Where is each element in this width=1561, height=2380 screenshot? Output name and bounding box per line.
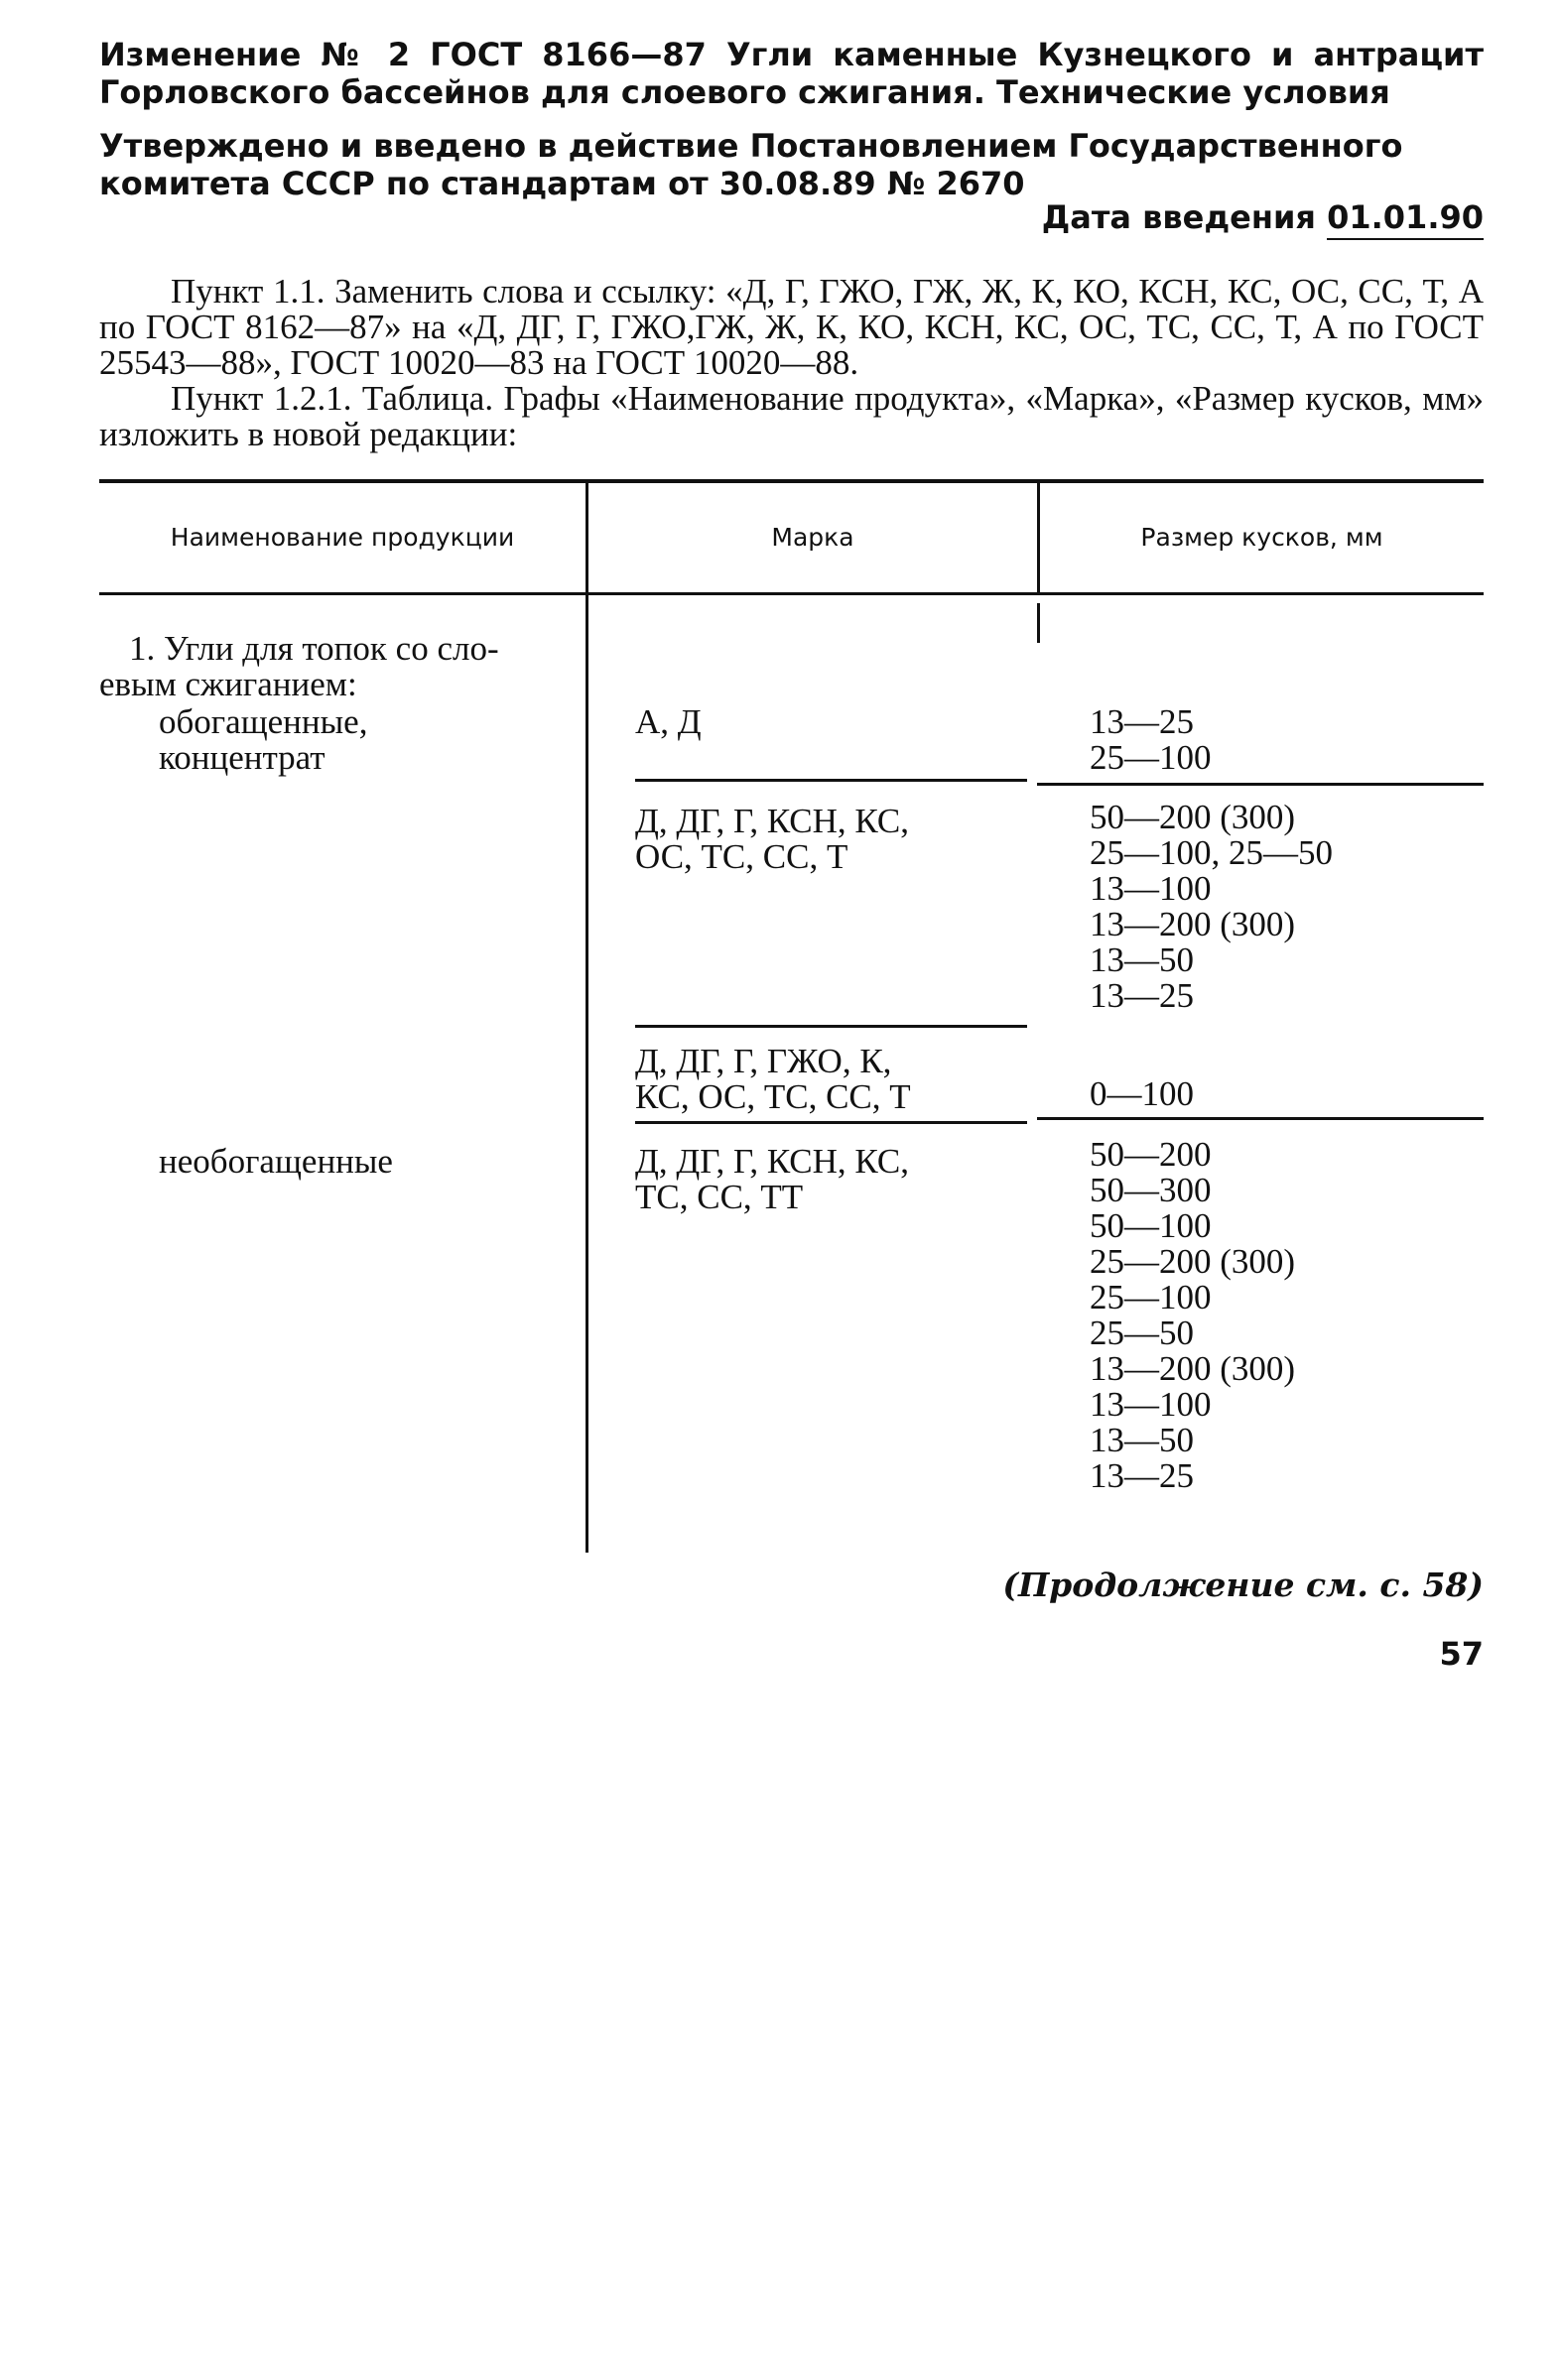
row-rule-2: [635, 1025, 1027, 1028]
size-value: 25—200 (300): [1090, 1242, 1296, 1281]
row-rule-1b: [1037, 783, 1484, 786]
size-value: 13—50: [1090, 1421, 1194, 1459]
product-group-line-1: 1. Угли для топок со сло-: [129, 629, 499, 668]
mark-line: КС, ОС, ТС, СС, Т: [635, 1077, 911, 1116]
table-row-1-marks: [635, 704, 702, 740]
table-row-2-marks: [635, 804, 909, 875]
table-row-2-sizes: [1090, 800, 1333, 1014]
size-value: 25—100: [1090, 738, 1212, 777]
table-row-4-sizes: [1090, 1137, 1295, 1494]
header-product-name: Наименование продукции: [170, 523, 515, 552]
size-value: 25—100, 25—50: [1090, 833, 1333, 872]
size-value: 25—100: [1090, 1278, 1212, 1316]
product-group: [99, 629, 499, 703]
size-value: 13—200 (300): [1090, 1349, 1296, 1388]
mark-line: ОС, ТС, СС, Т: [635, 837, 848, 876]
date-label: Дата введения: [1041, 198, 1316, 236]
size-value: 25—50: [1090, 1314, 1194, 1352]
product-unenriched: необогащенные: [159, 1142, 393, 1181]
size-value: 13—25: [1090, 702, 1194, 741]
mark-line: Д, ДГ, Г, ГЖО, К,: [635, 1042, 892, 1080]
table-row-4-marks: [635, 1144, 909, 1215]
size-value: 50—100: [1090, 1206, 1212, 1245]
row-rule-1: [635, 779, 1027, 782]
size-value: 50—200: [1090, 1135, 1212, 1174]
table-row-3-sizes: [1090, 1076, 1194, 1112]
column-divider-2b: [1037, 603, 1040, 643]
size-value: 13—25: [1090, 976, 1194, 1015]
product-enriched-line-2: концентрат: [159, 738, 325, 777]
size-value: 0—100: [1090, 1074, 1194, 1113]
document-title: Изменение № 2 ГОСТ 8166—87 Угли каменные Кузнецкого и антрацит Горловского бассейнов для слоевого сжигания. Технические условия: [99, 36, 1484, 111]
size-value: 13—100: [1090, 1385, 1212, 1424]
size-value: 13—25: [1090, 1456, 1194, 1495]
row-rule-3: [635, 1121, 1027, 1124]
size-value: 13—50: [1090, 940, 1194, 979]
paragraph-2: Пункт 1.2.1. Таблица. Графы «Наименование продукта», «Марка», «Размер кусков, мм» изложить в новой редакции:: [99, 379, 1484, 453]
continuation-note: (Продолжение см. с. 58): [1002, 1566, 1484, 1604]
amendment-text: [99, 274, 1484, 452]
header-size: Размер кусков, мм: [1140, 523, 1383, 552]
size-value: 13—100: [1090, 869, 1212, 908]
mark-line: А, Д: [635, 702, 702, 741]
row-rule-3b: [1037, 1117, 1484, 1120]
date-value: 01.01.90: [1327, 198, 1484, 240]
table-header-rule: [99, 592, 1484, 595]
table-row-3-marks: [635, 1044, 911, 1115]
paragraph-1: Пункт 1.1. Заменить слова и ссылку: «Д, Г, ГЖО, ГЖ, Ж, К, КО, КСН, КС, ОС, СС, Т, А по ГОСТ 8162—87» на «Д, ДГ, Г, ГЖО,ГЖ, Ж, К, КО, КСН, КС, ОС, ТС, СС, Т, А по ГОСТ 25543—88», ГОСТ 10020—83 на ГОСТ 10020—88.: [99, 272, 1484, 382]
approval-statement: Утверждено и введено в действие Постановлением Государственного комитета СССР по стандартам от 30.08.89 № 2670: [99, 127, 1403, 202]
page-number: 57: [1439, 1635, 1484, 1673]
mark-line: ТС, СС, ТТ: [635, 1178, 804, 1216]
size-value: 13—200 (300): [1090, 905, 1296, 943]
product-enriched: [159, 704, 367, 776]
header-grade: Марка: [771, 523, 854, 552]
table-row-1-sizes: [1090, 704, 1212, 776]
size-value: 50—200 (300): [1090, 798, 1296, 836]
product-group-line-2: евым сжиганием:: [99, 665, 357, 703]
mark-line: Д, ДГ, Г, КСН, КС,: [635, 1142, 909, 1181]
product-enriched-line-1: обогащенные,: [159, 702, 368, 741]
mark-line: Д, ДГ, Г, КСН, КС,: [635, 802, 909, 840]
effective-date: [1042, 198, 1484, 236]
column-divider-1: [585, 483, 588, 1553]
size-value: 50—300: [1090, 1171, 1212, 1209]
table-top-rule: [99, 479, 1484, 483]
